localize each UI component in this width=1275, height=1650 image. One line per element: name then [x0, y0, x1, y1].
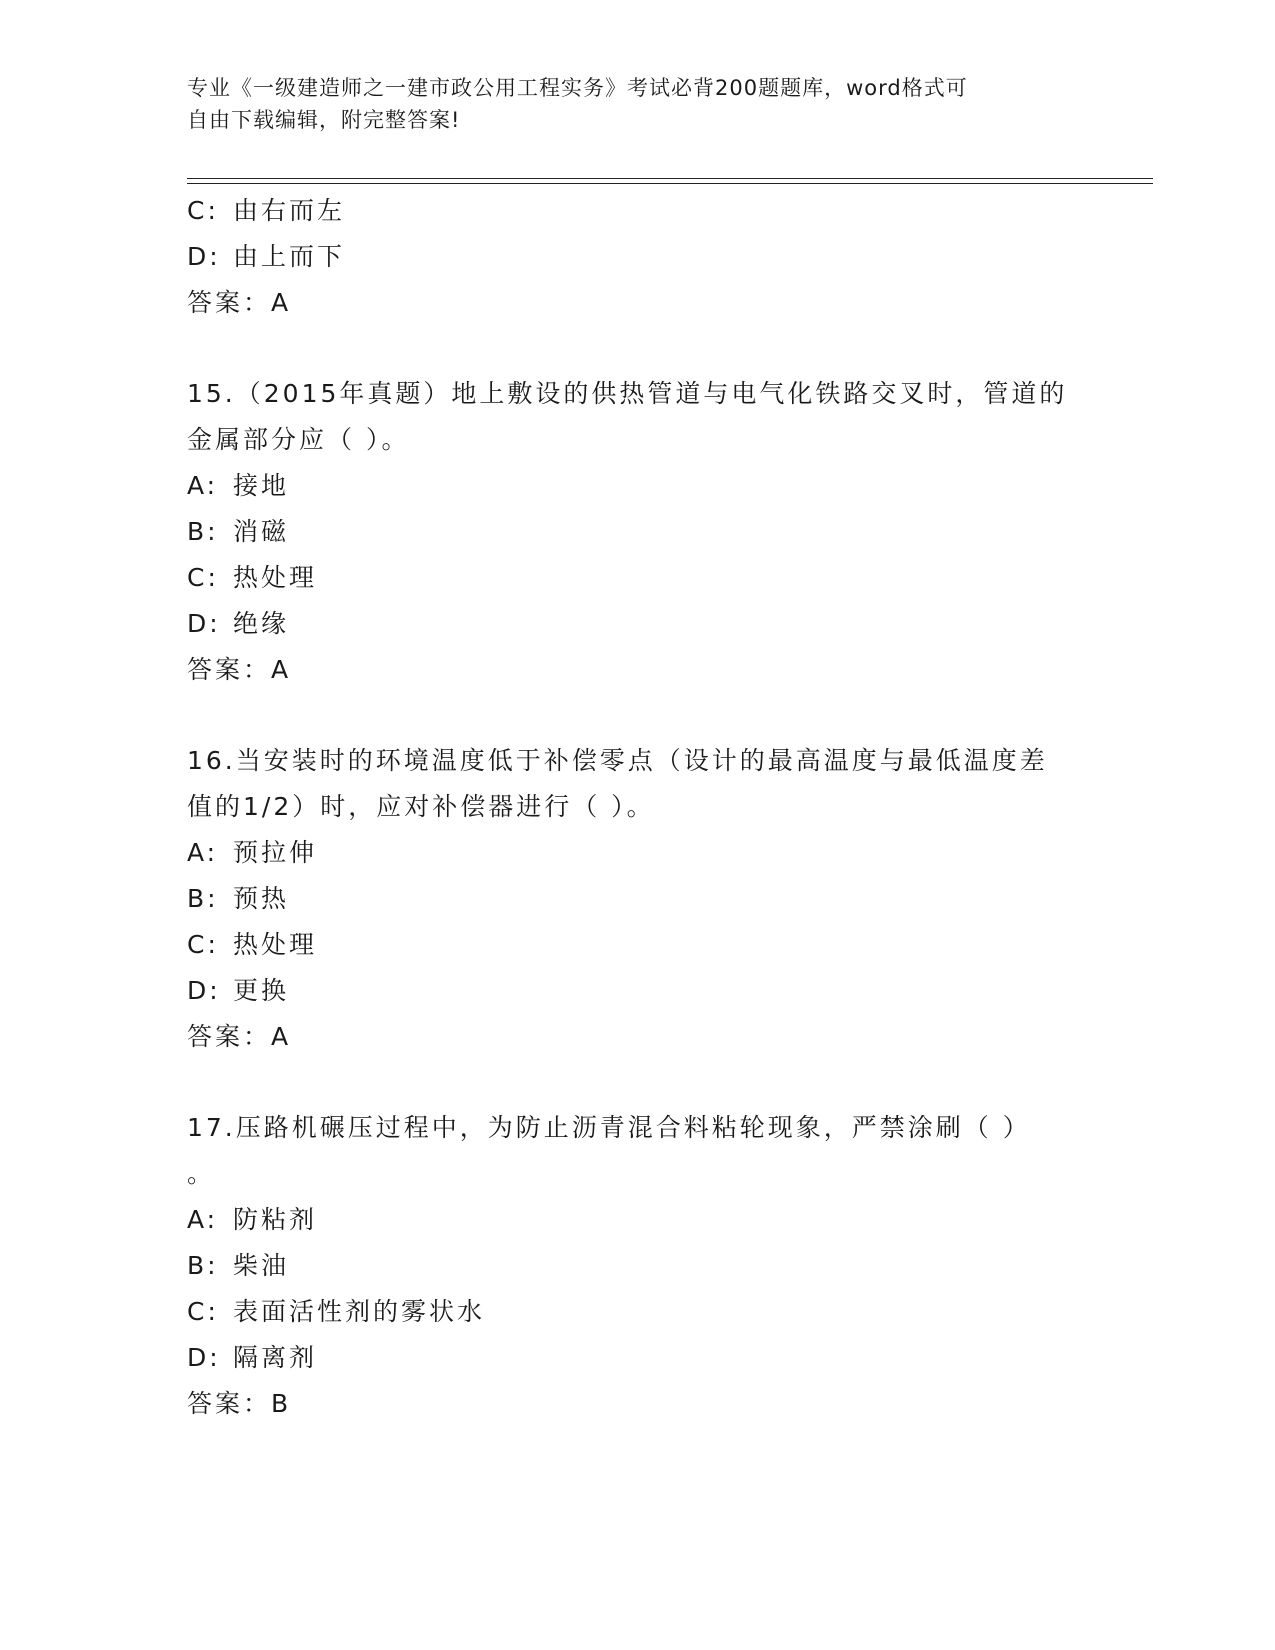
header-divider-top	[187, 178, 1153, 179]
question-stem-line-2: 金属部分应（ ）。	[187, 425, 410, 454]
option-text: 更换	[233, 976, 290, 1005]
option-text: 热处理	[233, 563, 318, 592]
question-stem-line-2: 值的1/2）时，应对补偿器进行（ ）。	[187, 792, 655, 821]
option-d	[187, 968, 1087, 1014]
question-16	[187, 738, 1087, 1060]
option-text: 接地	[233, 471, 290, 500]
option-label: A:	[187, 1205, 219, 1234]
question-content	[187, 188, 1087, 1427]
header-divider-bottom	[187, 183, 1153, 184]
option-label: C:	[187, 563, 219, 592]
option-label: B:	[187, 1251, 219, 1280]
answer-line: 答案：B	[187, 1389, 292, 1418]
question-17	[187, 1105, 1087, 1427]
option-label: D:	[187, 242, 221, 271]
question-stem-line-1: 15.（2015年真题）地上敷设的供热管道与电气化铁路交叉时，管道的	[187, 379, 1068, 408]
option-text: 由右而左	[233, 196, 346, 225]
option-d	[187, 234, 1087, 280]
option-text: 由上而下	[233, 242, 346, 271]
option-label: C:	[187, 196, 219, 225]
option-label: A:	[187, 471, 219, 500]
question-stem-line-2: 。	[187, 1159, 216, 1188]
answer-line: 答案：A	[187, 288, 292, 317]
question-stem-line-1: 17.压路机碾压过程中，为防止沥青混合料粘轮现象，严禁涂刷（ ）	[187, 1113, 1031, 1142]
question-stem-line-1: 16.当安装时的环境温度低于补偿零点（设计的最高温度与最低温度差	[187, 746, 1048, 775]
option-text: 热处理	[233, 930, 318, 959]
option-text: 防粘剂	[233, 1205, 318, 1234]
option-label: A:	[187, 838, 219, 867]
answer-line: 答案：A	[187, 1022, 292, 1051]
option-c	[187, 1289, 1087, 1335]
option-a	[187, 830, 1087, 876]
option-text: 隔离剂	[233, 1343, 318, 1372]
option-text: 绝缘	[233, 609, 290, 638]
option-label: B:	[187, 884, 219, 913]
option-text: 消磁	[233, 517, 290, 546]
option-label: B:	[187, 517, 219, 546]
page-header	[187, 72, 1067, 136]
option-text: 预热	[233, 884, 290, 913]
option-c	[187, 922, 1087, 968]
answer-line: 答案：A	[187, 655, 292, 684]
option-c	[187, 188, 1087, 234]
option-label: C:	[187, 930, 219, 959]
option-label: D:	[187, 1343, 221, 1372]
option-text: 表面活性剂的雾状水	[233, 1297, 486, 1326]
option-b	[187, 1243, 1087, 1289]
option-a	[187, 463, 1087, 509]
option-text: 预拉伸	[233, 838, 318, 867]
option-label: D:	[187, 609, 221, 638]
option-d	[187, 601, 1087, 647]
option-a	[187, 1197, 1087, 1243]
header-title-line-1: 专业《一级建造师之一建市政公用工程实务》考试必背200题题库，word格式可	[187, 76, 968, 100]
option-c	[187, 555, 1087, 601]
option-b	[187, 876, 1087, 922]
header-title-line-2: 自由下载编辑，附完整答案!	[187, 108, 461, 132]
question-continuation	[187, 188, 1087, 326]
option-b	[187, 509, 1087, 555]
question-15	[187, 371, 1087, 693]
option-label: C:	[187, 1297, 219, 1326]
option-label: D:	[187, 976, 221, 1005]
option-d	[187, 1335, 1087, 1381]
option-text: 柴油	[233, 1251, 290, 1280]
